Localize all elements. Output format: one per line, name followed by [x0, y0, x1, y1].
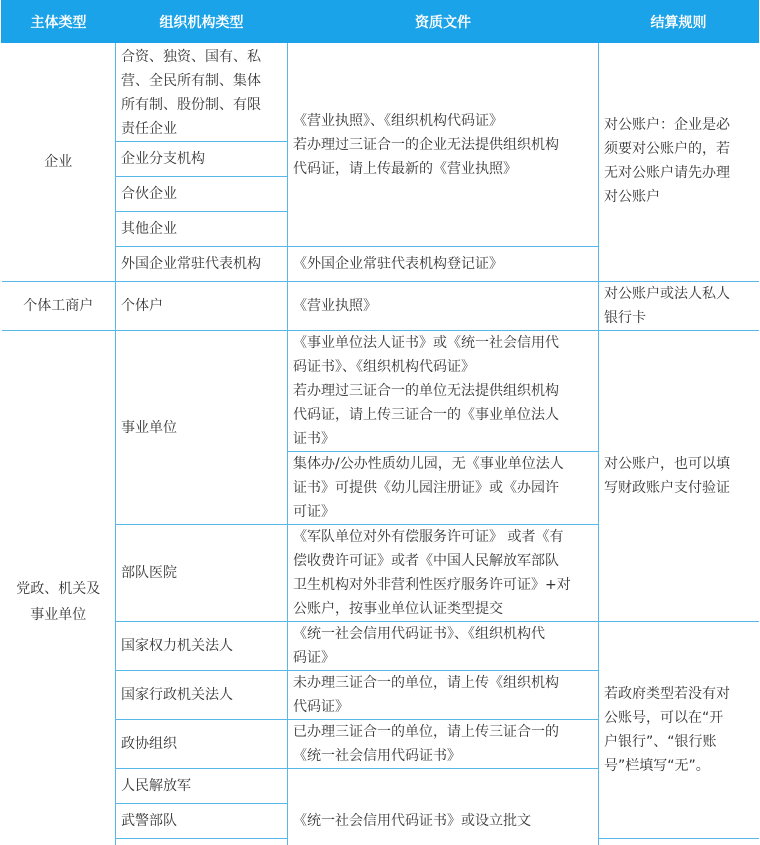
header-settlement: 结算规则 [599, 1, 759, 43]
org-continued [116, 839, 288, 845]
docs-enterprise [288, 43, 599, 247]
docs-public-institution-line: 码证书》、《组织机构代码证》 [293, 359, 475, 375]
docs-kindergarten-line: 集体办/公办性质幼儿园，无《事业单位法人 [293, 456, 564, 472]
docs-cppcc [288, 720, 599, 769]
docs-enterprise-line: 《营业执照》、《组织机构代码证》 [293, 112, 503, 129]
docs-public-institution-line: 若办理过三证合一的单位无法提供组织机构 [293, 383, 559, 399]
docs-state-power-line: 码证》 [293, 650, 335, 666]
settlement-public-institution [599, 331, 759, 622]
settlement-enterprise [599, 43, 759, 282]
docs-military-hospital-line: 《军队单位对外有偿服务许可证》 或者《有 [293, 529, 564, 545]
settlement-government-line: 号”栏填写“无”。 [604, 758, 710, 774]
org-foreign: 外国企业常驻代表机构 [116, 247, 288, 282]
org-state-admin: 国家行政机关法人 [116, 671, 288, 720]
settlement-individual-line: 银行卡 [604, 310, 646, 326]
subject-enterprise: 企业 [2, 43, 116, 282]
settlement-public-institution-line: 对公账户，也可以填 [604, 456, 730, 472]
org-state-power: 国家权力机关法人 [116, 622, 288, 671]
org-partnership: 合伙企业 [116, 177, 288, 212]
org-branch: 企业分支机构 [116, 142, 288, 177]
docs-enterprise-line: 若办理过三证合一的企业无法提供组织机构 [293, 136, 559, 153]
docs-public-institution-line: 证书》 [293, 431, 335, 447]
settlement-government-line: 公账号，可以在“开 [604, 710, 724, 726]
org-enterprise-main-line: 所有制、股份制、有限 [121, 97, 261, 113]
settlement-enterprise-line: 须要对公账户的，若 [604, 141, 730, 157]
docs-state-admin [288, 671, 599, 720]
docs-military-hospital [288, 525, 599, 622]
docs-kindergarten-line: 可证》 [293, 504, 335, 520]
org-public-institution: 事业单位 [116, 331, 288, 525]
docs-kindergarten [288, 452, 599, 525]
table-row [2, 282, 759, 331]
header-documents: 资质文件 [288, 1, 599, 43]
subject-individual: 个体工商户 [2, 282, 116, 331]
docs-state-admin-line: 未办理三证合一的单位，请上传《组织机构 [293, 675, 559, 691]
docs-state-power [288, 622, 599, 671]
docs-military-hospital-line: 公账户，按事业单位认证类型提交 [293, 601, 503, 617]
org-cppcc: 政协组织 [116, 720, 288, 769]
settlement-government [599, 622, 759, 839]
docs-foreign: 《外国企业常驻代表机构登记证》 [288, 247, 599, 282]
org-other: 其他企业 [116, 212, 288, 247]
org-individual: 个体户 [116, 282, 288, 331]
docs-state-admin-line: 代码证》 [293, 699, 349, 715]
table-row [2, 43, 759, 142]
settlement-government-line: 若政府类型若没有对 [604, 686, 730, 702]
docs-enterprise-line: 代码证，请上传最新的《营业执照》 [293, 160, 517, 177]
docs-pla-police: 《统一社会信用代码证书》或设立批文 [288, 769, 599, 845]
org-enterprise-main-line: 合资、独资、国有、私 [121, 49, 261, 65]
header-subject-type: 主体类型 [2, 1, 116, 43]
docs-military-hospital-line: 卫生机构对外非营利性医疗服务许可证》+对 [293, 577, 571, 593]
docs-public-institution-line: 《事业单位法人证书》或《统一社会信用代 [293, 335, 559, 351]
docs-cppcc-line: 已办理三证合一的单位，请上传三证合一的 [293, 724, 559, 740]
settlement-enterprise-line: 对公账户：企业是必 [604, 117, 730, 133]
org-pla: 人民解放军 [116, 769, 288, 804]
docs-public-institution [288, 331, 599, 452]
subject-government-line: 党政、机关及 [16, 581, 101, 597]
qualification-table [1, 0, 759, 845]
org-military-hospital: 部队医院 [116, 525, 288, 622]
settlement-public-institution-line: 写财政账户支付验证 [604, 480, 730, 496]
docs-cppcc-line: 《统一社会信用代码证书》 [293, 748, 461, 764]
org-armed-police: 武警部队 [116, 804, 288, 839]
docs-military-hospital-line: 偿收费许可证》或者《中国人民解放军部队 [293, 553, 559, 569]
table-row [2, 622, 759, 671]
settlement-individual [599, 282, 759, 331]
settlement-individual-line: 对公账户或法人私人 [604, 286, 730, 302]
header-row [2, 1, 759, 43]
docs-individual: 《营业执照》 [288, 282, 599, 331]
org-enterprise-main-line: 责任企业 [121, 121, 177, 137]
docs-public-institution-line: 代码证，请上传三证合一的《事业单位法人 [293, 407, 559, 423]
table-row [2, 331, 759, 452]
docs-state-power-line: 《统一社会信用代码证书》、《组织机构代 [293, 626, 545, 642]
org-enterprise-main-line: 营、全民所有制、集体 [121, 73, 261, 89]
docs-kindergarten-line: 证书》可提供《幼儿园注册证》或《办园许 [293, 480, 559, 496]
org-enterprise-main [116, 43, 288, 142]
settlement-enterprise-line: 对公账户 [604, 189, 660, 205]
subject-government [2, 331, 116, 845]
settlement-government-line: 户银行”、“银行账 [604, 734, 717, 750]
header-org-type: 组织机构类型 [116, 1, 288, 43]
subject-government-line: 事业单位 [30, 607, 87, 623]
settlement-enterprise-line: 无对公账户请先办理 [604, 165, 730, 181]
